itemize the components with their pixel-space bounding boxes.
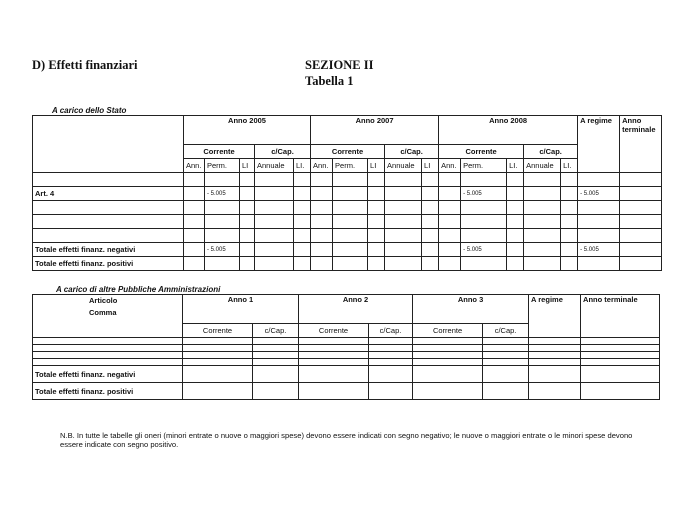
table-row-empty: [33, 338, 660, 345]
anno-1-header: Anno 1: [183, 295, 299, 324]
anno-terminale-header: Anno terminale: [620, 116, 662, 173]
row-label-neg: Totale effetti finanz. negativi: [33, 366, 183, 383]
corrente-header: Corrente: [413, 324, 483, 338]
li-header: LI: [422, 159, 439, 173]
cell-value: - 5.005: [205, 187, 240, 201]
table-row-empty: [33, 359, 660, 366]
cell-value: - 5.005: [578, 243, 620, 257]
header-row-years: [33, 295, 660, 324]
cell-value: - 5.005: [578, 187, 620, 201]
cell-value: - 5.005: [461, 187, 507, 201]
li-header: LI: [368, 159, 385, 173]
comma-label: Comma: [89, 308, 117, 317]
nb-note: N.B. In tutte le tabelle gli oneri (minori entrate o nuove o maggiori spese) devono essere indicati con segno negativo; le nuove o maggiori entrate o le minori spese devono essere indicate con segno positivo.: [60, 431, 633, 449]
cap-header: c/Cap.: [253, 324, 299, 338]
corrente-header: Corrente: [439, 145, 524, 159]
cap-header: c/Cap.: [524, 145, 578, 159]
anno-terminale-header: Anno terminale: [581, 295, 660, 338]
a-regime-header: A regime: [578, 116, 620, 173]
table2-caption: A carico di altre Pubbliche Amministrazioni: [56, 285, 221, 294]
perm-header: Perm.: [333, 159, 368, 173]
anno-2-header: Anno 2: [299, 295, 413, 324]
table-row-empty: [33, 215, 662, 229]
row-label-pos: Totale effetti finanz. positivi: [33, 257, 184, 271]
table-row-total-negative: [33, 366, 660, 383]
row-label-neg: Totale effetti finanz. negativi: [33, 243, 184, 257]
year-2-header: Anno 2007: [311, 116, 439, 145]
cap-header: c/Cap.: [369, 324, 413, 338]
table-row-empty: [33, 352, 660, 359]
a-regime-header: A regime: [529, 295, 581, 338]
table-row-empty: [33, 229, 662, 243]
anno-3-header: Anno 3: [413, 295, 529, 324]
corrente-header: Corrente: [183, 324, 253, 338]
table-stato: [32, 115, 662, 271]
section-title: D) Effetti finanziari: [32, 58, 138, 72]
cap-header: c/Cap.: [255, 145, 311, 159]
annuale-header: Annuale: [255, 159, 294, 173]
table1-caption: A carico dello Stato: [52, 106, 127, 115]
annuale-header: Annuale: [524, 159, 561, 173]
li-header: LI.: [507, 159, 524, 173]
row-label-pos: Totale effetti finanz. positivi: [33, 383, 183, 400]
li-header: LI.: [561, 159, 578, 173]
row-label-art: Art. 4: [33, 187, 184, 201]
corrente-header: Corrente: [311, 145, 385, 159]
year-3-header: Anno 2008: [439, 116, 578, 145]
table-row-art4: [33, 187, 662, 201]
cell-value: - 5.005: [461, 243, 507, 257]
annuale-header: Annuale: [385, 159, 422, 173]
table-row-total-positive: [33, 257, 662, 271]
li-header: LI.: [294, 159, 311, 173]
spacer-row: [33, 173, 662, 187]
table-row-total-positive: [33, 383, 660, 400]
corrente-header: Corrente: [299, 324, 369, 338]
perm-header: Perm.: [461, 159, 507, 173]
cell-value: - 5.005: [205, 243, 240, 257]
ann-header: Ann.: [439, 159, 461, 173]
articolo-comma-header: [33, 295, 183, 338]
articolo-label: Articolo: [89, 296, 118, 305]
tabella-label: Tabella 1: [305, 74, 354, 88]
section-heading: [305, 57, 373, 89]
table-row-empty: [33, 201, 662, 215]
table-altre-pa: [32, 294, 660, 400]
perm-header: Perm.: [205, 159, 240, 173]
ann-header: Ann.: [184, 159, 205, 173]
ann-header: Ann.: [311, 159, 333, 173]
table-row-empty: [33, 345, 660, 352]
header-row-years: [33, 116, 662, 145]
year-1-header: Anno 2005: [184, 116, 311, 145]
table-row-total-negative: [33, 243, 662, 257]
cap-header: c/Cap.: [483, 324, 529, 338]
li-header: LI: [240, 159, 255, 173]
corrente-header: Corrente: [184, 145, 255, 159]
cap-header: c/Cap.: [385, 145, 439, 159]
sezione-label: SEZIONE II: [305, 58, 374, 72]
